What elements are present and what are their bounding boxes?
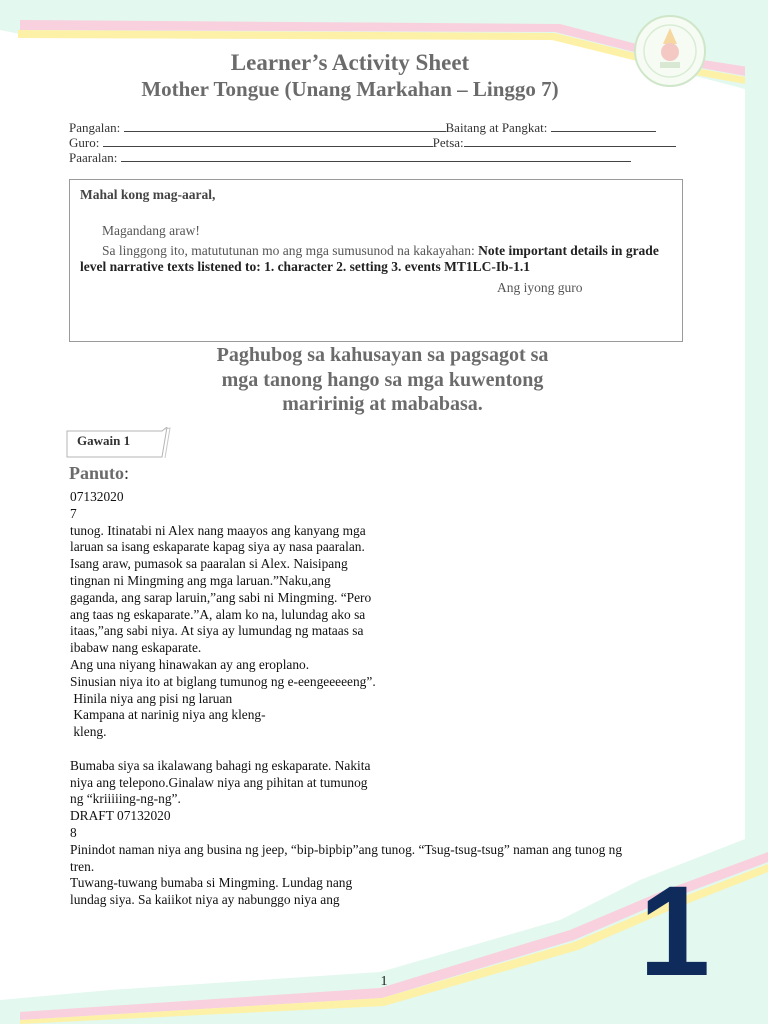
letter-greeting: Mahal kong mag-aaral,: [80, 187, 216, 202]
story-line: DRAFT 07132020: [70, 808, 171, 824]
form-row-school: [69, 150, 631, 166]
story-line: Bumaba siya sa ikalawang bahagi ng eskaparate. Nakita: [70, 757, 371, 773]
activity-tab: [66, 427, 166, 457]
teacher-field[interactable]: [103, 135, 433, 147]
story-line: ang taas ng eskaparate.”A, alam ko na, lulundag ako sa: [70, 606, 366, 622]
letter-hello: Magandang araw!: [102, 223, 200, 238]
grade-label: Baitang at Pangkat:: [445, 120, 548, 135]
story-line: Hinila niya ang pisi ng laruan: [70, 690, 233, 706]
teacher-label: Guro:: [69, 135, 100, 150]
story-line: Ang una niyang hinawakan ay ang eroplano.: [70, 656, 310, 672]
section-heading-line: mga tanong hango sa mga kuwentong: [221, 368, 544, 391]
story-line: itaas,”ang sabi niya. At siya ay lumundag ng mataas sa: [70, 623, 364, 639]
sheet-subtitle: Mother Tongue (Unang Markahan – Linggo 7): [141, 77, 559, 101]
story-line: ibabaw nang eskaparate.: [70, 640, 202, 656]
story-line: ng “kriiiiing-ng-ng”.: [70, 791, 181, 807]
story-line: Kampana at narinig niya ang kleng-: [70, 707, 266, 723]
quarter-number: 1: [639, 860, 711, 1003]
name-label: Pangalan:: [69, 120, 121, 135]
story-line: 07132020: [70, 489, 124, 504]
date-field[interactable]: [464, 135, 676, 147]
section-heading-line: Paghubog sa kahusayan sa pagsagot sa: [216, 344, 549, 366]
story-line: lundag siya. Sa kaiikot niya ay nabunggo niya ang: [70, 892, 340, 908]
instructions-heading: [69, 463, 129, 484]
name-field[interactable]: [124, 120, 446, 132]
story-line: laruan sa isang eskaparate kapag siya ay nasa paaralan.: [70, 539, 365, 555]
story-line: gaganda, ang sarap laruin,”ang sabi ni Mingming. “Pero: [70, 589, 372, 605]
story-line: kleng.: [70, 724, 107, 740]
school-field[interactable]: [121, 150, 631, 162]
story-line: 7: [70, 505, 77, 521]
sheet-title: Learner’s Activity Sheet: [230, 50, 470, 75]
school-label: Paaralan:: [69, 150, 118, 165]
story-line: tingnan ni Mingming ang mga laruan.”Naku,ang: [70, 572, 331, 588]
paragraph-gap: [70, 741, 700, 758]
date-label: Petsa:: [432, 135, 464, 150]
instructions-label: Panuto: [69, 463, 125, 483]
story-line: tunog. Itinatabi ni Alex nang maayos ang kanyang mga: [70, 522, 366, 538]
story-line: Isang araw, pumasok sa paaralan si Alex. Naisipang: [70, 556, 348, 572]
story-line: Pinindot naman niya ang busina ng jeep, “bip-bipbip”ang tunog. “Tsug-tsug-tsug” naman ang tunog ng: [70, 841, 623, 857]
story-text: [70, 489, 700, 909]
activity-tab-label: Gawain 1: [77, 433, 131, 448]
story-line: Tuwang-tuwang bumaba si Mingming. Lundag nang: [70, 875, 353, 891]
instructions-colon: :: [124, 463, 130, 483]
grade-field[interactable]: [551, 120, 656, 132]
teacher-letter-box: [69, 179, 683, 342]
form-row-name: [69, 120, 656, 136]
story-line: niya ang telepono.Ginalaw niya ang pihitan at tumunog: [70, 774, 368, 790]
section-heading-line: maririnig at mababasa.: [282, 393, 483, 415]
page-number: 1: [380, 974, 388, 989]
learning-objective: Note important details in grade level narrative texts listened to: 1. character 2. setting 3. events MT1LC-Ib-1.1: [80, 243, 659, 274]
story-line: 8: [70, 824, 77, 840]
story-line: tren.: [70, 858, 95, 874]
section-heading: [150, 343, 615, 417]
letter-intro: Sa linggong ito, matututunan mo ang mga sumusunod na kakayahan:: [102, 243, 479, 258]
letter-intro-paragraph: [80, 243, 672, 275]
letter-signature: Ang iyong guro: [497, 280, 583, 295]
form-row-teacher: [69, 135, 676, 151]
story-line: Sinusian niya ito at biglang tumunog ng e-eengeeeeeng”.: [70, 673, 376, 689]
